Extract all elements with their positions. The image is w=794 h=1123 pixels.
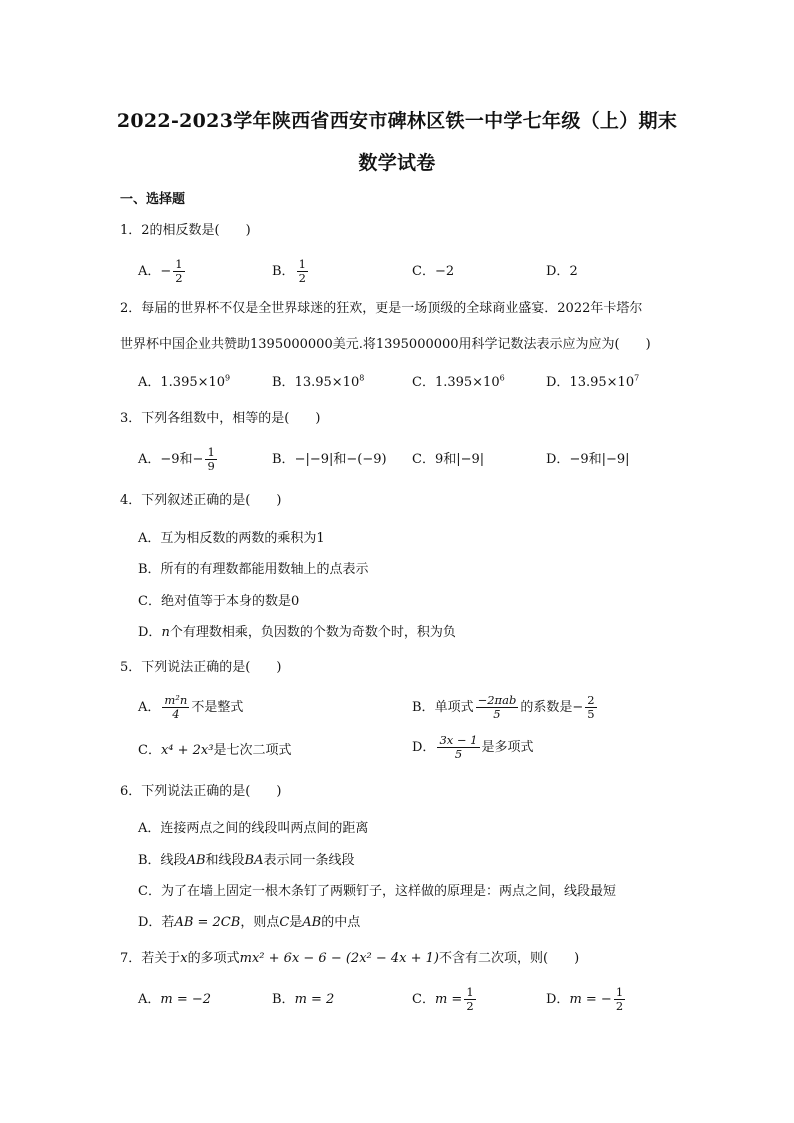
question-6-option-c: C．为了在墙上固定一根木条钉了两颗钉子，这样做的原理是：两点之间，线段最短: [138, 884, 616, 899]
question-4-option-a: A．互为相反数的两数的乘积为1: [138, 531, 325, 546]
page-title-line2: 数学试卷: [358, 152, 436, 174]
question-4-option-b: B．所有的有理数都能用数轴上的点表示: [138, 562, 369, 577]
question-7-stem: 7．若关于x的多项式mx² + 6x − 6 − (2x² − 4x + 1)不含有二次项，则( ): [120, 951, 580, 966]
question-3-option-a: A．−9和− $\frac{1}{9}$: [138, 445, 215, 473]
question-4-option-d: D．n个有理数相乘，负因数的个数为奇数个时，积为负: [138, 625, 456, 640]
question-1-option-b: B． $\frac{1}{2}$: [272, 257, 306, 285]
question-2-option-a: A．$1.395\times 10^9$: [138, 373, 231, 390]
question-6-stem: 6．下列说法正确的是( ): [120, 784, 282, 799]
question-5-option-d: D． $\frac{3x - 1}{5}$ 是多项式: [412, 733, 534, 761]
question-6-option-b: B．线段AB和线段BA表示同一条线段: [138, 853, 355, 868]
fraction: $\frac{1}{9}$: [207, 445, 215, 473]
fraction: $\frac{\text{−2πab}}{5}$: [477, 693, 517, 721]
fraction: $\frac{\text{m²n}}{4}$: [164, 693, 188, 721]
question-7-option-b: B．m = 2: [272, 992, 335, 1007]
fraction: $\frac{3x - 1}{5}$: [439, 733, 478, 761]
question-3-option-b: B．−|−9|和−(−9): [272, 452, 387, 467]
question-1-option-a: A．− $\frac{1}{2}$: [138, 257, 183, 285]
question-1-stem: 1．2的相反数是( ): [120, 223, 251, 238]
question-7-option-c: C．m = $\frac{1}{2}$: [412, 985, 474, 1013]
fraction: $\frac{1}{2}$: [175, 257, 183, 285]
question-4-stem: 4．下列叙述正确的是( ): [120, 493, 282, 508]
fraction: $\frac{2}{5}$: [587, 693, 595, 721]
question-4-option-c: C．绝对值等于本身的数是0: [138, 594, 300, 609]
question-7-option-a: A．m = −2: [138, 992, 212, 1007]
question-2-stem-line1: 2．每届的世界杯不仅是全世界球迷的狂欢，更是一场顶级的全球商业盛宴．2022年卡塔尔: [120, 301, 643, 316]
page-title-line1: 2022-2023学年陕西省西安市碑林区铁一中学七年级（上）期末: [116, 110, 678, 132]
question-2-option-b: B．$13.95\times 10^8$: [272, 373, 365, 390]
fraction: $\frac{1}{2}$: [298, 257, 306, 285]
question-2-option-c: C．$1.395\times 10^6$: [412, 373, 505, 390]
question-5-option-a: A． $\frac{\text{m²n}}{4}$ 不是整式: [138, 693, 244, 721]
question-3-stem: 3．下列各组数中，相等的是( ): [120, 411, 321, 426]
question-2-option-d: D．$13.95\times 10^7$: [546, 373, 640, 390]
question-5-option-c: C．x⁴ + 2x³是七次二项式: [138, 743, 292, 758]
question-7-option-d: D．m = − $\frac{1}{2}$: [546, 985, 624, 1013]
question-5-stem: 5．下列说法正确的是( ): [120, 660, 282, 675]
question-3-option-c: C．9和|−9|: [412, 452, 485, 467]
question-2-stem-line2: 世界杯中国企业共赞助1395000000美元.将1395000000用科学记数法表示应为应为( ): [120, 337, 651, 352]
section-label: 一、选择题: [120, 192, 186, 207]
question-6-option-a: A．连接两点之间的线段叫两点间的距离: [138, 821, 369, 836]
fraction: $\frac{1}{2}$: [466, 985, 474, 1013]
question-1-option-c: C．−2: [412, 264, 455, 279]
question-1-option-d: D．2: [546, 264, 578, 279]
question-3-option-d: D．−9和|−9|: [546, 452, 630, 467]
question-6-option-d: D．若AB = 2CB，则点C是AB的中点: [138, 915, 361, 930]
fraction: $\frac{1}{2}$: [615, 985, 624, 1013]
question-5-option-b: B．单项式 $\frac{\text{−2πab}}{5}$ 的系数是− $\frac{2}{5}$: [412, 693, 595, 721]
